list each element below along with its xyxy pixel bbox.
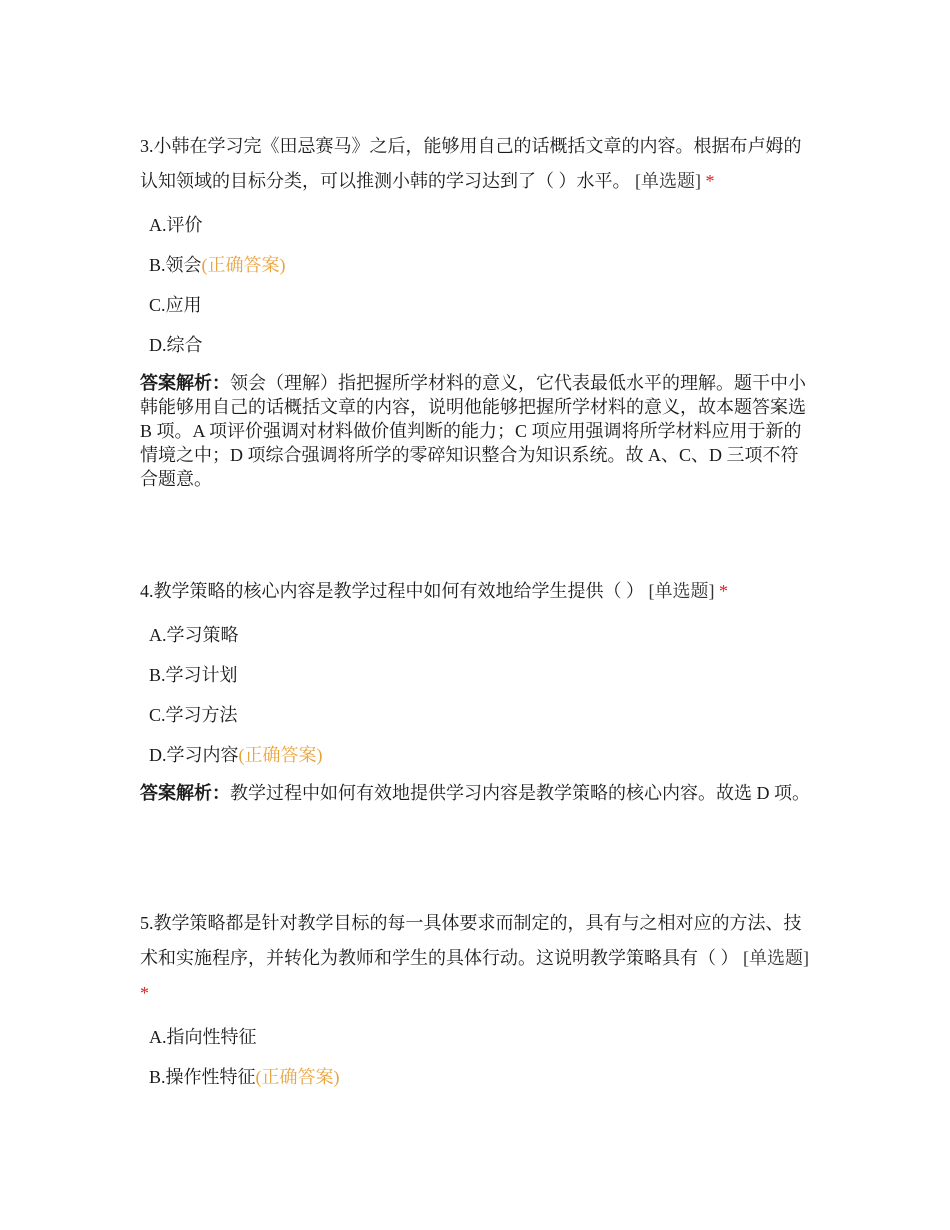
question-text: 4.教学策略的核心内容是教学过程中如何有效地给学生提供（ ） <box>140 581 644 601</box>
analysis-label: 答案解析： <box>140 783 230 803</box>
option-a: A.评价 <box>149 215 203 235</box>
question-stem <box>140 906 812 1011</box>
question-text: 3.小韩在学习完《田忌赛马》之后，能够用自己的话概括文章的内容。根据布卢姆的认知领域的目标分类，可以推测小韩的学习达到了（ ）水平。 <box>140 136 802 191</box>
analysis-text: 领会（理解）指把握所学材料的意义，它代表最低水平的理解。题干中小韩能够用自己的话概括文章的内容，说明他能够把握所学材料的意义，故本题答案选 B 项。A 项评价强调对材料做价值判断的能力；C 项应用强调将所学材料应用于新的情境之中；D 项综合强调将所学的零碎知识整合为知识系统。故 A、C、D 三项不符合题意。 <box>140 373 806 489</box>
required-mark: * <box>705 171 715 191</box>
question-stem <box>140 129 812 199</box>
option-b: B.领会(正确答案) <box>149 255 286 275</box>
answer-analysis <box>140 371 812 491</box>
question-stem <box>140 574 812 609</box>
question-5 <box>140 906 812 1097</box>
option-b: B.学习计划 <box>149 665 238 685</box>
required-mark: * <box>140 983 149 1003</box>
correct-answer-tag: (正确答案) <box>201 255 286 275</box>
question-type-label: [单选题] <box>743 948 809 968</box>
option-c: C.应用 <box>149 295 202 315</box>
analysis-label: 答案解析： <box>140 373 230 393</box>
correct-answer-tag: (正确答案) <box>255 1067 340 1087</box>
question-3 <box>140 129 812 491</box>
question-type-label: [单选题] <box>635 171 701 191</box>
option-a: A.指向性特征 <box>149 1027 257 1047</box>
correct-answer-tag: (正确答案) <box>238 745 323 765</box>
answer-analysis <box>140 781 812 805</box>
option-d: D.学习内容(正确答案) <box>149 745 323 765</box>
option-d: D.综合 <box>149 335 203 355</box>
option-b: B.操作性特征(正确答案) <box>149 1067 340 1087</box>
analysis-text: 教学过程中如何有效地提供学习内容是教学策略的核心内容。故选 D 项。 <box>230 783 810 803</box>
required-mark: * <box>719 581 728 601</box>
question-4 <box>140 574 812 805</box>
question-type-label: [单选题] <box>648 581 715 601</box>
option-c: C.学习方法 <box>149 705 238 725</box>
question-text: 5.教学策略都是针对教学目标的每一具体要求而制定的，具有与之相对应的方法、技术和实施程序，并转化为教师和学生的具体行动。这说明教学策略具有（ ） <box>140 913 802 968</box>
option-a: A.学习策略 <box>149 625 239 645</box>
